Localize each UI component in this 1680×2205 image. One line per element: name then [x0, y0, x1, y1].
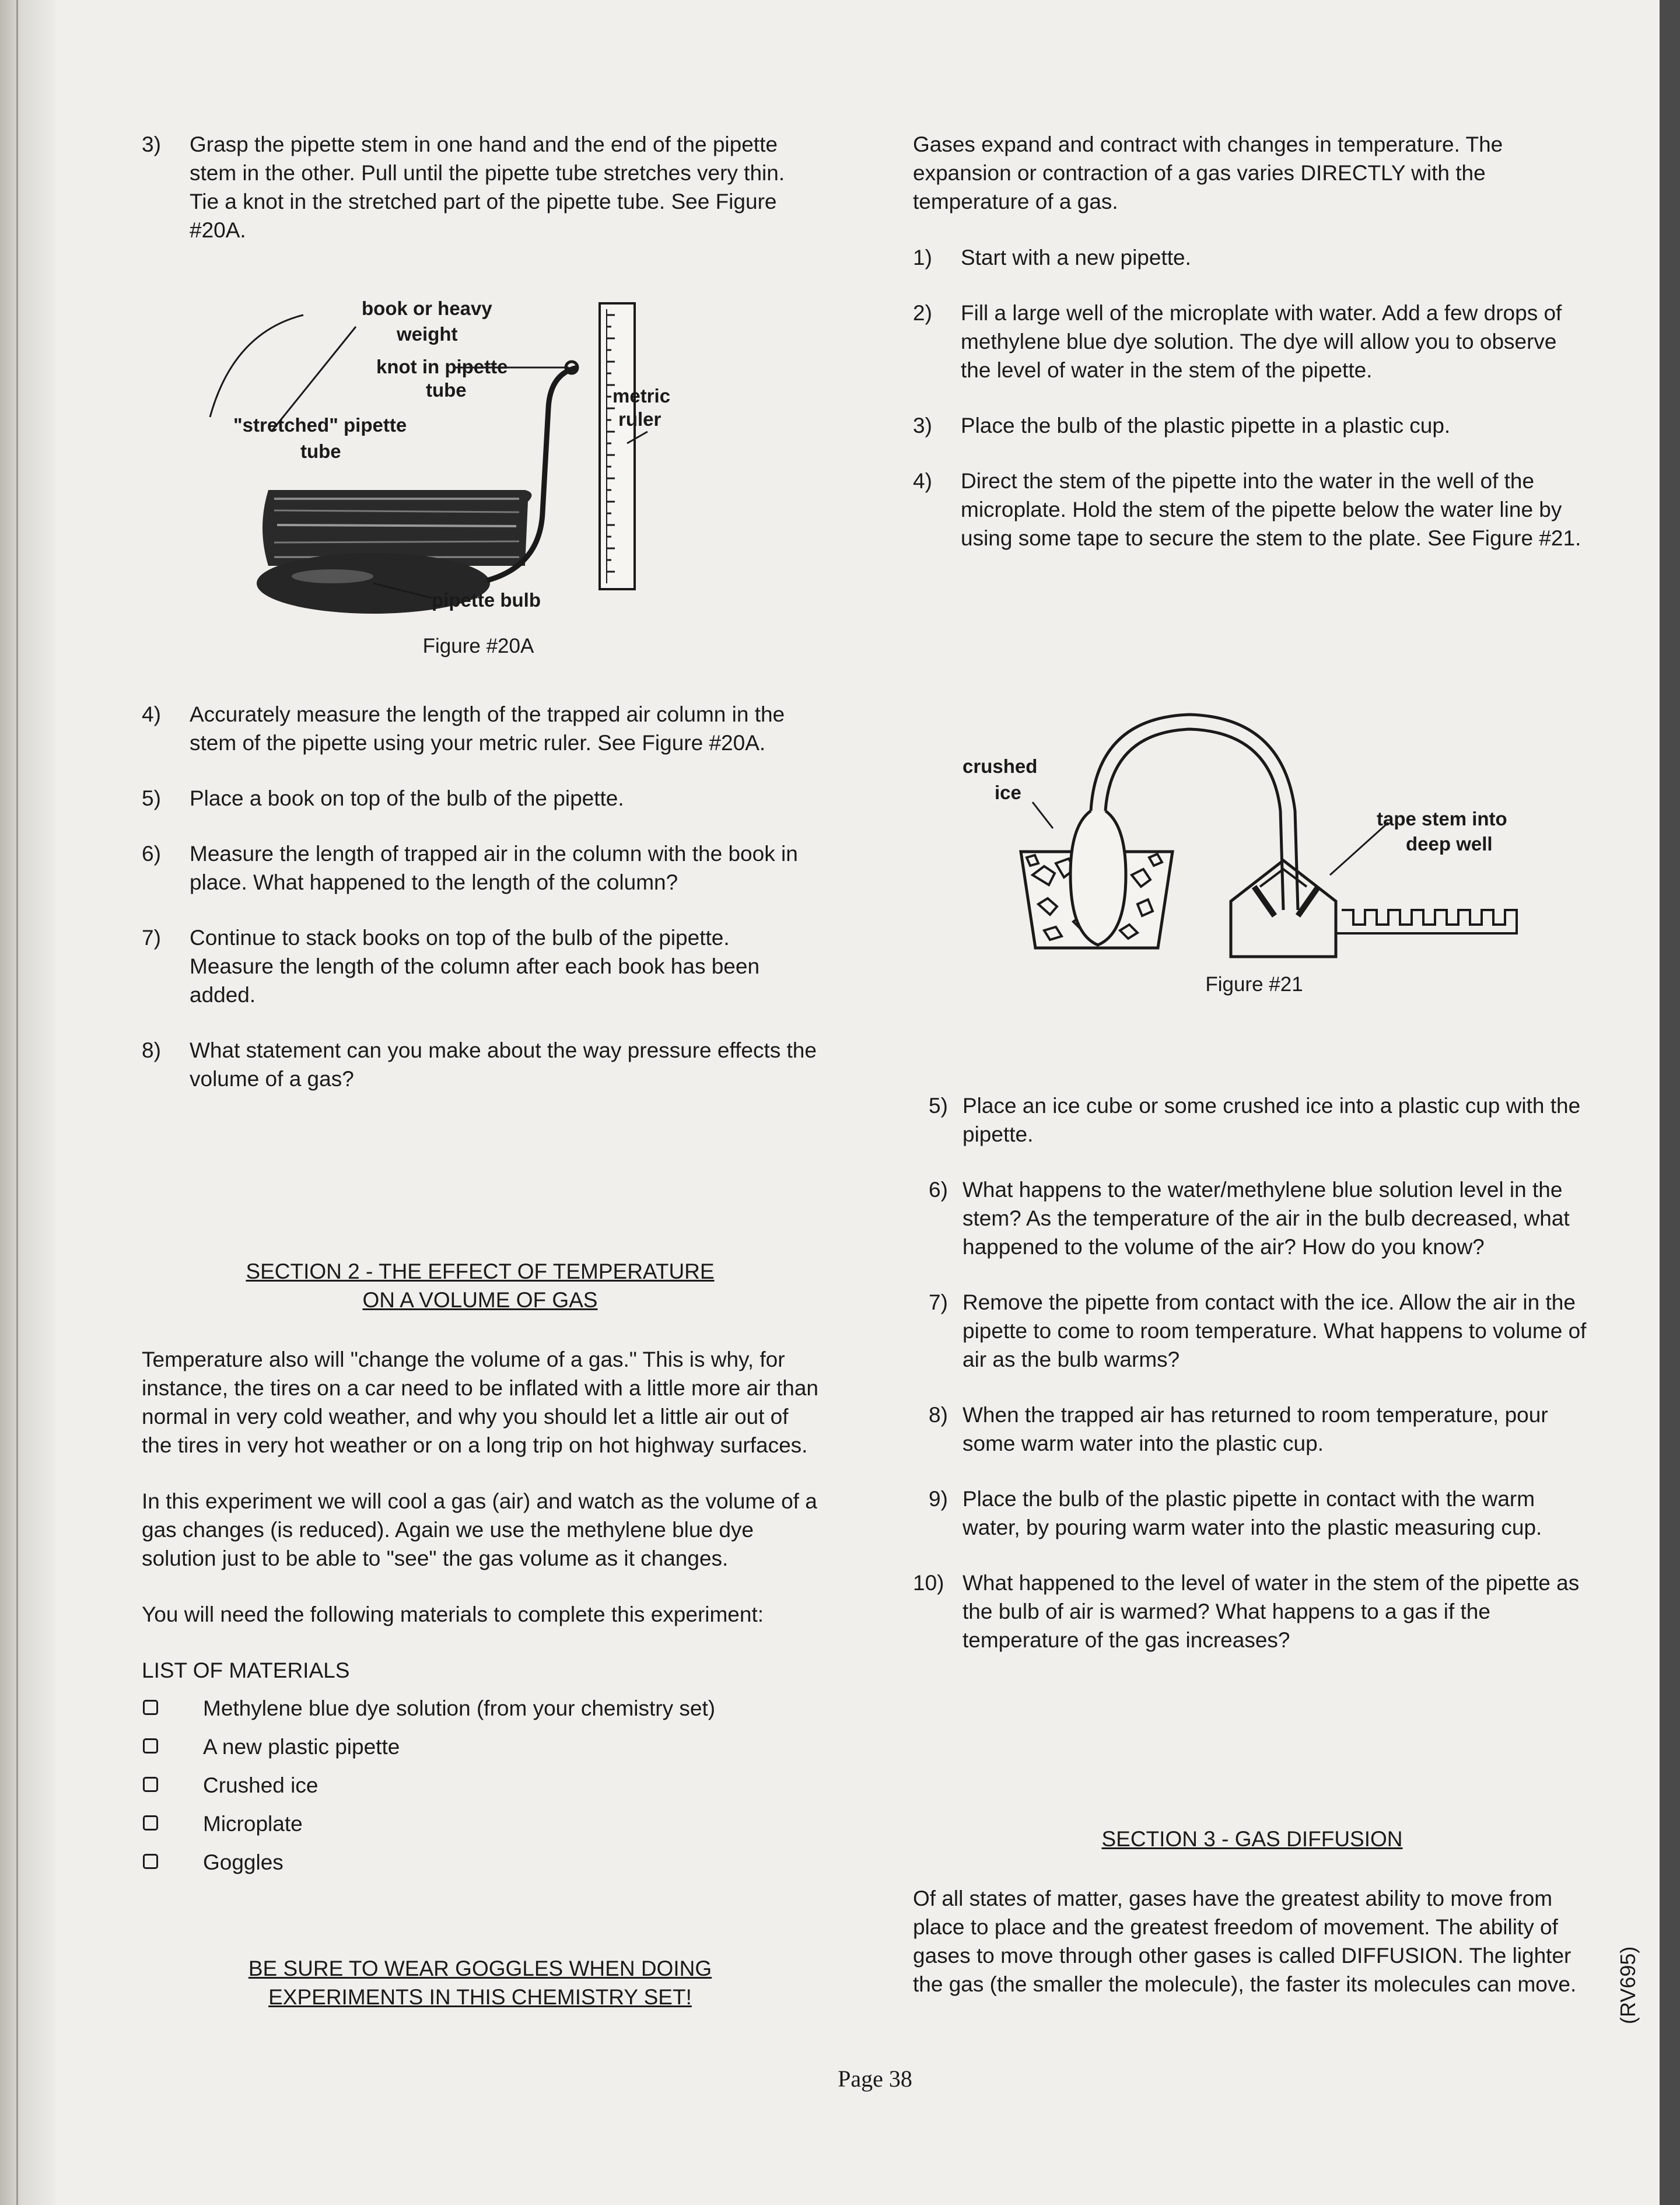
- goggles-warning: BE SURE TO WEAR GOGGLES WHEN DOING EXPERIMENTS IN THIS CHEMISTRY SET!: [248, 1957, 712, 2009]
- paragraph-materials-intro: You will need the following materials to complete this experiment:: [142, 1602, 764, 1626]
- checkbox-icon[interactable]: [143, 1700, 158, 1715]
- step-3: 3) Grasp the pipette stem in one hand and the end of the pipette stem in the other. Pull until the pipette tube stretches very thin. Tie a knot in the stretched part of the pipette tube. See Figure #20A.: [142, 132, 785, 242]
- figure-20a-caption: Figure #20A: [422, 635, 534, 657]
- step-4b: 4) Direct the stem of the pipette into the water in the well of the microplate. Hold the stem of the pipette below the water line by using some tape to secure the stem to the plate. See Figure #21.: [913, 469, 1581, 550]
- label-tape: tape stem into: [1377, 808, 1507, 830]
- label-stretched: "stretched" pipette: [233, 414, 407, 436]
- section-2-heading: SECTION 2 - THE EFFECT OF TEMPERATURE ON A VOLUME OF GAS: [246, 1259, 715, 1312]
- label-stretched-tube: tube: [300, 440, 341, 462]
- microplate-icon: [1231, 860, 1517, 957]
- checkbox-icon[interactable]: [143, 1738, 158, 1754]
- step-6b: 6) What happens to the water/methylene blue solution level in the stem? As the temperature of the air in the bulb decreased, what happened to the volume of the air? How do you know?: [929, 1178, 1570, 1259]
- step-4: 4) Accurately measure the length of the trapped air column in the stem of the pipette using your metric ruler. See Figure #20A.: [142, 702, 785, 755]
- label-ruler: ruler: [618, 408, 662, 430]
- label-crushed: crushed: [963, 755, 1038, 777]
- checkbox-icon[interactable]: [143, 1854, 158, 1869]
- materials-title: LIST OF MATERIALS: [142, 1658, 350, 1682]
- page-number: Page 38: [838, 2066, 912, 2092]
- label-book: book or heavy: [362, 298, 492, 319]
- label-knot: knot in pipette: [376, 356, 508, 377]
- checkbox-icon[interactable]: [143, 1815, 158, 1831]
- material-item: A new plastic pipette: [142, 1732, 818, 1761]
- checkbox-icon[interactable]: [143, 1777, 158, 1792]
- step-3b: 3) Place the bulb of the plastic pipette in a plastic cup.: [913, 414, 1451, 438]
- figure-21: [957, 700, 1569, 974]
- paragraph-experiment: In this experiment we will cool a gas (air) and watch as the volume of a gas changes (is reduced). Again we use the methylene blue dye solution just to be able to "see" the gas volume as it changes.: [142, 1489, 817, 1570]
- material-item: Crushed ice: [142, 1771, 818, 1800]
- step-1: 1) Start with a new pipette.: [913, 246, 1191, 270]
- material-item: Methylene blue dye solution (from your chemistry set): [142, 1694, 818, 1723]
- step-2: 2) Fill a large well of the microplate with water. Add a few drops of methylene blue dye solution. The dye will allow you to observe the level of water in the stem of the pipette.: [913, 301, 1562, 382]
- figure-20a: [198, 292, 677, 642]
- step-8: 8) What statement can you make about the way pressure effects the volume of a gas?: [142, 1038, 817, 1091]
- label-deep-well: deep well: [1406, 833, 1493, 855]
- material-item: Microplate: [142, 1810, 818, 1838]
- step-9b: 9) Place the bulb of the plastic pipette in contact with the warm water, by pouring warm water into the plastic measuring cup.: [929, 1487, 1542, 1539]
- step-5: 5) Place a book on top of the bulb of the pipette.: [142, 786, 624, 810]
- right-column-steps: [913, 1091, 1591, 1654]
- step-8b: 8) When the trapped air has returned to room temperature, pour some warm water into the plastic cup.: [929, 1403, 1548, 1455]
- section-3-heading: SECTION 3 - GAS DIFFUSION: [1101, 1827, 1403, 1851]
- document-code: (RV695): [1616, 1946, 1640, 2024]
- figure-21-caption: Figure #21: [1205, 973, 1303, 996]
- step-7: 7) Continue to stack books on top of the bulb of the pipette. Measure the length of the column after each book has been added.: [142, 926, 760, 1007]
- step-5b: 5) Place an ice cube or some crushed ice into a plastic cup with the pipette.: [929, 1094, 1581, 1146]
- left-column-section2: [142, 1345, 818, 1887]
- label-ice: ice: [995, 782, 1021, 803]
- step-10b: 10) What happened to the level of water in the stem of the pipette as the bulb of air is warmed? What happens to a gas if the temperature of the gas increases?: [913, 1571, 1580, 1652]
- label-bulb: pipette bulb: [432, 589, 541, 611]
- step-7b: 7) Remove the pipette from contact with the ice. Allow the air in the pipette to come to room temperature. What happens to volume of air as the bulb warms?: [929, 1290, 1587, 1371]
- right-column-top: [913, 130, 1591, 552]
- paragraph-temperature: Temperature also will "change the volume of a gas." This is why, for instance, the tires on a car need to be inflated with a little more air than normal in very cold weather, and why you should let a little air out of the tires in very hot weather or on a long trip on hot highway surfaces.: [142, 1348, 818, 1457]
- label-knot-tube: tube: [426, 379, 467, 401]
- paragraph-intro: Gases expand and contract with changes in temperature. The expansion or contraction of a gas varies DIRECTLY with the temperature of a gas.: [913, 132, 1503, 214]
- left-column-steps: [142, 700, 818, 1093]
- ruler-icon: [600, 303, 635, 589]
- binding-spine: [0, 0, 55, 2205]
- label-metric: metric: [612, 385, 671, 407]
- step-6: 6) Measure the length of trapped air in the column with the book in place. What happened to the length of the column?: [142, 842, 798, 894]
- label-weight: weight: [397, 323, 458, 345]
- paragraph-diffusion: Of all states of matter, gases have the greatest ability to move from place to place and the greatest freedom of movement. The ability of gases to move through other gases is called DIFFUSION. The lighter the gas (the smaller the molecule), the faster its molecules can move.: [913, 1887, 1577, 1996]
- pipette-bulb-icon: [1070, 811, 1126, 945]
- material-item: Goggles: [142, 1848, 818, 1877]
- left-column-top: [142, 130, 818, 244]
